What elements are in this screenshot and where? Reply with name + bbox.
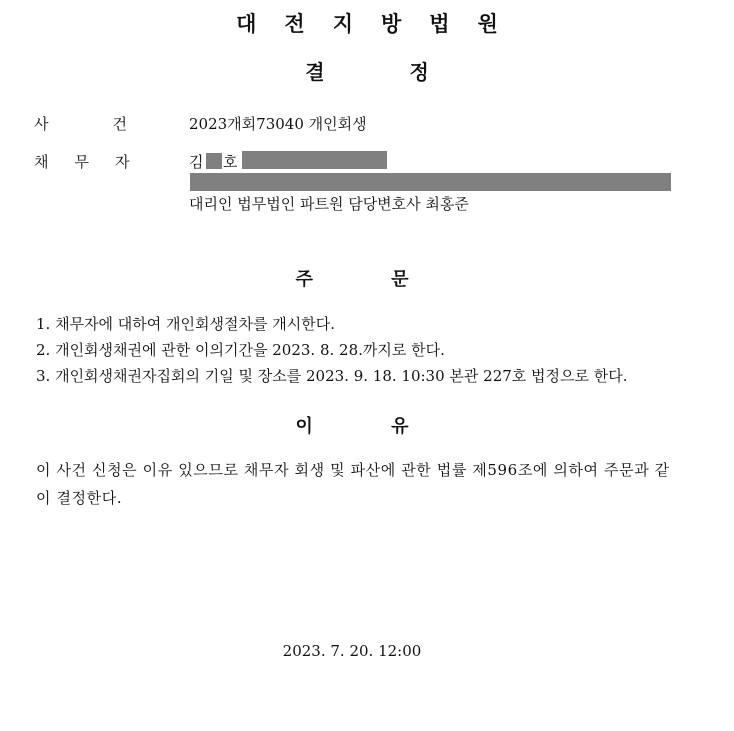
agent-line: 대리인 법무법인 파트원 담당변호사 최홍준	[189, 195, 469, 213]
case-number: 2023개회73040 개인회생	[189, 115, 367, 133]
debtor-name-start: 김	[189, 153, 204, 171]
case-label: 사건	[34, 115, 191, 133]
order-item: 1. 채무자에 대하여 개인회생절차를 개시한다.	[36, 315, 335, 333]
court-name: 대전지방법원	[236, 12, 526, 36]
reason-heading: 이 유	[295, 416, 409, 437]
debtor-name-end: 호	[223, 153, 238, 171]
order-heading: 주 문	[295, 269, 409, 290]
redaction-block	[190, 173, 671, 191]
reason-text: 이 사건 신청은 이유 있으므로 채무자 회생 및 파산에 관한 법률 제596조에 의하여 주문과 같이 결정한다.	[36, 461, 670, 507]
document-type-title: 결 정	[305, 60, 429, 84]
order-item: 3. 개인회생채권자집회의 기일 및 장소를 2023. 9. 18. 10:30 본관 227호 법정으로 한다.	[36, 367, 628, 385]
debtor-label: 채무자	[34, 153, 156, 171]
redaction-block	[206, 153, 222, 169]
redaction-block	[242, 151, 387, 169]
decision-date: 2023. 7. 20. 12:00	[282, 642, 422, 660]
order-item: 2. 개인회생채권에 관한 이의기간을 2023. 8. 28.까지로 한다.	[36, 341, 445, 359]
